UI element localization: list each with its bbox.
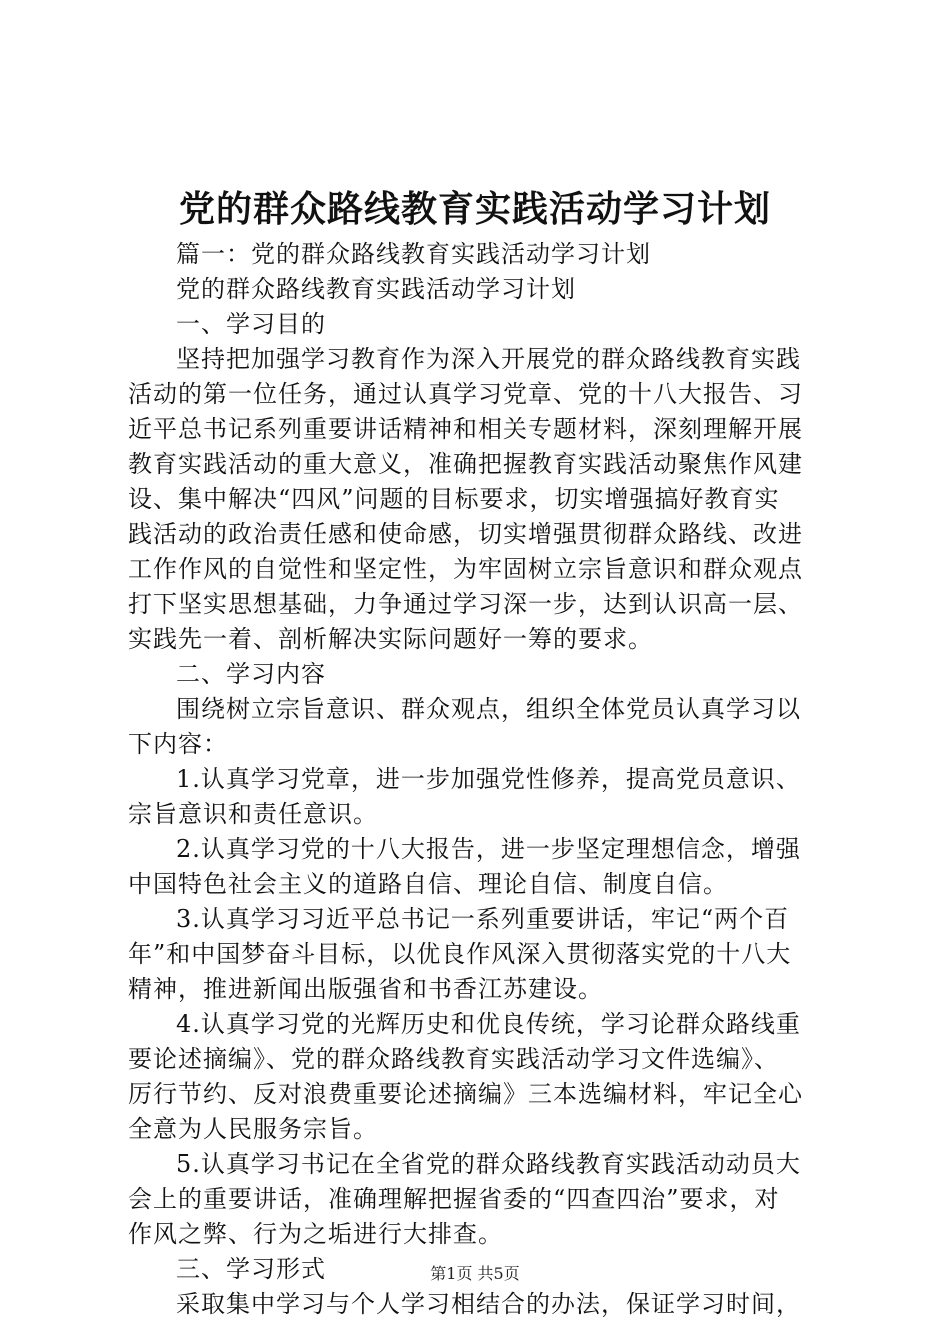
list-item-line: 年”和中国梦奋斗目标，以优良作风深入贯彻落实党的十八大 [128,940,792,968]
list-item-line: 2.认真学习党的十八大报告，进一步坚定理想信念，增强 [176,835,801,863]
paragraph-line: 教育实践活动的重大意义，准确把握教育实践活动聚焦作风建 [128,450,803,478]
list-item-line: 会上的重要讲话，准确理解把握省委的“四查四治”要求，对 [128,1185,780,1213]
paragraph-line: 打下坚实思想基础，力争通过学习深一步，达到认识高一层、 [128,590,803,618]
paragraph-line: 设、集中解决“四风”问题的目标要求，切实增强搞好教育实 [128,485,780,513]
paragraph-line: 实践先一着、剖析解决实际问题好一筹的要求。 [128,625,653,653]
paragraph-line: 坚持把加强学习教育作为深入开展党的群众路线教育实践 [176,345,801,373]
section-heading: 三、学习形式 [176,1255,326,1283]
list-item-line: 作风之弊、行为之垢进行大排查。 [128,1220,503,1248]
list-item-line: 精神，推进新闻出版强省和书香江苏建设。 [128,975,603,1003]
paragraph-line: 工作作风的自觉性和坚定性，为牢固树立宗旨意识和群众观点 [128,555,803,583]
paragraph-line: 围绕树立宗旨意识、群众观点，组织全体党员认真学习以 [176,695,801,723]
paragraph-line: 践活动的政治责任感和使命感，切实增强贯彻群众路线、改进 [128,520,803,548]
list-item-line: 5.认真学习书记在全省党的群众路线教育实践活动动员大 [176,1150,801,1178]
list-item-line: 4.认真学习党的光辉历史和优良传统，学习论群众路线重 [176,1010,801,1038]
list-item-line: 宗旨意识和责任意识。 [128,800,378,828]
paragraph-line: 活动的第一位任务，通过认真学习党章、党的十八大报告、习 [128,380,803,408]
section-heading: 篇一：党的群众路线教育实践活动学习计划 [176,240,651,268]
paragraph-line: 下内容： [128,730,228,758]
list-item-line: 全意为人民服务宗旨。 [128,1115,378,1143]
list-item-line: 厉行节约、反对浪费重要论述摘编》三本选编材料，牢记全心 [128,1080,803,1108]
list-item-line: 中国特色社会主义的道路自信、理论自信、制度自信。 [128,870,728,898]
document-title: 党的群众路线教育实践活动学习计划 [178,188,771,230]
page-number: 第1页 共5页 [430,1264,520,1283]
paragraph-line: 采取集中学习与个人学习相结合的办法，保证学习时间， [176,1290,801,1318]
paragraph-line: 近平总书记系列重要讲话精神和相关专题材料，深刻理解开展 [128,415,803,443]
list-item-line: 1.认真学习党章，进一步加强党性修养，提高党员意识、 [176,765,801,793]
section-heading: 二、学习内容 [176,660,326,688]
subtitle: 党的群众路线教育实践活动学习计划 [176,275,576,303]
section-heading: 一、学习目的 [176,310,326,338]
list-item-line: 要论述摘编》、党的群众路线教育实践活动学习文件选编》、 [128,1045,779,1073]
document-body [128,237,832,1322]
list-item-line: 3.认真学习习近平总书记一系列重要讲话，牢记“两个百 [176,905,790,933]
